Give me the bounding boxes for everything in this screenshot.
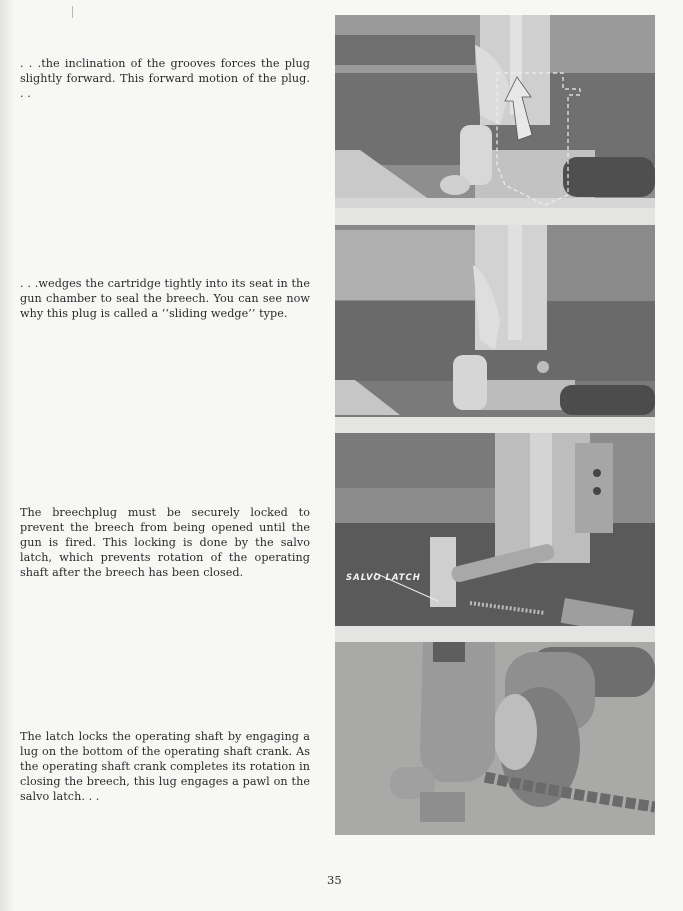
breech-mechanism-illustration — [335, 15, 655, 208]
wedge-mechanism-illustration — [335, 225, 655, 417]
photo-sliding-wedge-seated — [335, 225, 655, 417]
photo-operating-shaft-crank — [335, 642, 655, 835]
page-number: 35 — [327, 873, 342, 887]
page-edge-shadow — [0, 0, 14, 911]
operating-shaft-crank-illustration — [335, 642, 655, 835]
page-crease-mark — [72, 6, 73, 18]
paragraph-sliding-wedge: . . .wedges the cartridge tightly into its seat in the gun chamber to seal the breech. You can see now why this plug is called a ‘‘sliding wedge’’ type. — [20, 277, 310, 321]
photo-breech-plug-forward — [335, 15, 655, 208]
photo-separator — [335, 208, 655, 225]
salvo-latch-callout: SALVO LATCH — [346, 573, 421, 583]
photo-salvo-latch — [335, 433, 655, 626]
paragraph-breechplug-locking: The breechplug must be securely locked to prevent the breech from being opened until the gun is fired. This locking is done by the salvo latch, which prevents rotation of the operating shaft after the breech has been closed. — [20, 506, 310, 580]
photo-separator — [335, 417, 655, 433]
photo-column — [335, 15, 655, 835]
photo-separator — [335, 626, 655, 642]
paragraph-latch-locks-shaft: The latch locks the operating shaft by engaging a lug on the bottom of the operating shaft crank. As the operating shaft crank completes its rotation in closing the breech, this lug engages a pawl on the salvo latch. . . — [20, 730, 310, 804]
paragraph-grooves-inclination: . . .the inclination of the grooves forces the plug slightly forward. This forward motion of the plug. . . — [20, 57, 310, 101]
salvo-latch-illustration — [335, 433, 655, 626]
